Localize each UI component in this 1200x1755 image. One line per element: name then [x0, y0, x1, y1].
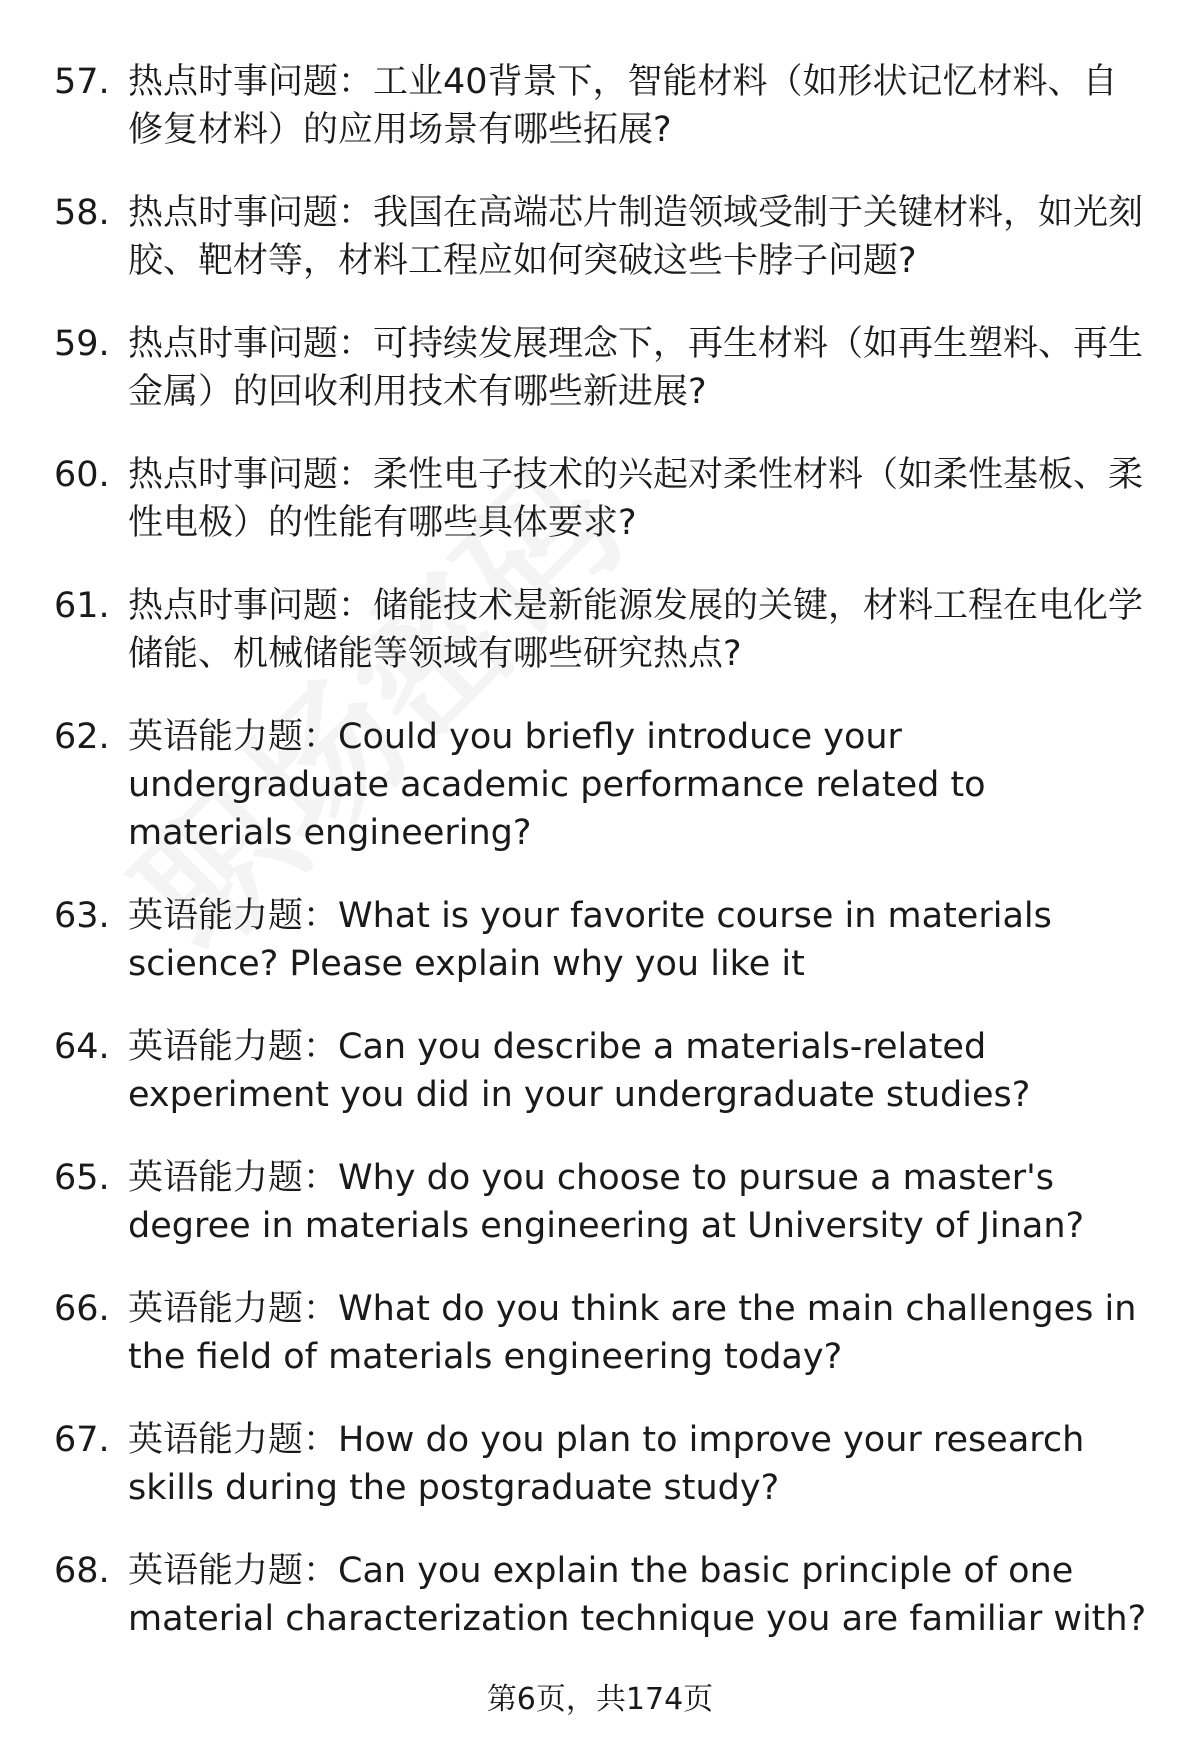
question-item: [54, 713, 1154, 857]
question-text: 英语能力题：How do you plan to improve your research skills during the postgraduate study?: [128, 1420, 1085, 1508]
question-number: 67.: [54, 1420, 110, 1460]
question-text: 英语能力题：Can you explain the basic principle of one material characterization technique you are familiar with?: [128, 1551, 1147, 1639]
question-text: 热点时事问题：我国在高端芯片制造领域受制于关键材料，如光刻胶、靶材等，材料工程应如何突破这些卡脖子问题?: [128, 193, 1144, 281]
question-number: 64.: [54, 1027, 110, 1067]
question-text: 热点时事问题：工业40背景下，智能材料（如形状记忆材料、自修复材料）的应用场景有哪些拓展?: [128, 62, 1118, 150]
page-footer: 第6页，共174页: [486, 1682, 714, 1717]
question-number: 58.: [54, 193, 110, 233]
question-number: 66.: [54, 1289, 110, 1329]
question-item: [54, 320, 1154, 416]
question-item: [54, 58, 1154, 154]
question-item: [54, 1023, 1154, 1119]
question-number: 57.: [54, 62, 110, 102]
question-text: 英语能力题：Can you describe a materials-related experiment you did in your undergraduate studies?: [128, 1027, 1031, 1115]
question-number: 59.: [54, 324, 110, 364]
question-text: 热点时事问题：储能技术是新能源发展的关键，材料工程在电化学储能、机械储能等领域有哪些研究热点?: [128, 586, 1144, 674]
question-text: 英语能力题：What do you think are the main challenges in the field of materials engineering today?: [128, 1289, 1137, 1377]
question-item: [54, 1285, 1154, 1381]
question-item: [54, 1416, 1154, 1512]
question-number: 63.: [54, 896, 110, 936]
question-number: 60.: [54, 455, 110, 495]
question-item: [54, 1547, 1154, 1643]
question-item: [54, 189, 1154, 285]
question-item: [54, 892, 1154, 988]
question-list: [54, 58, 1154, 1678]
question-number: 61.: [54, 586, 110, 626]
question-text: 热点时事问题：可持续发展理念下，再生材料（如再生塑料、再生金属）的回收利用技术有哪些新进展?: [128, 324, 1144, 412]
question-text: 英语能力题：Could you briefly introduce your undergraduate academic performance related to materials engineering?: [128, 717, 986, 853]
question-number: 62.: [54, 717, 110, 757]
question-item: [54, 1154, 1154, 1250]
question-number: 65.: [54, 1158, 110, 1198]
question-text: 英语能力题：What is your favorite course in materials science? Please explain why you like it: [128, 896, 1052, 984]
question-number: 68.: [54, 1551, 110, 1591]
question-text: 热点时事问题：柔性电子技术的兴起对柔性材料（如柔性基板、柔性电极）的性能有哪些具体要求?: [128, 455, 1144, 543]
question-item: [54, 451, 1154, 547]
question-item: [54, 582, 1154, 678]
question-text: 英语能力题：Why do you choose to pursue a master's degree in materials engineering at University of Jinan?: [128, 1158, 1085, 1246]
